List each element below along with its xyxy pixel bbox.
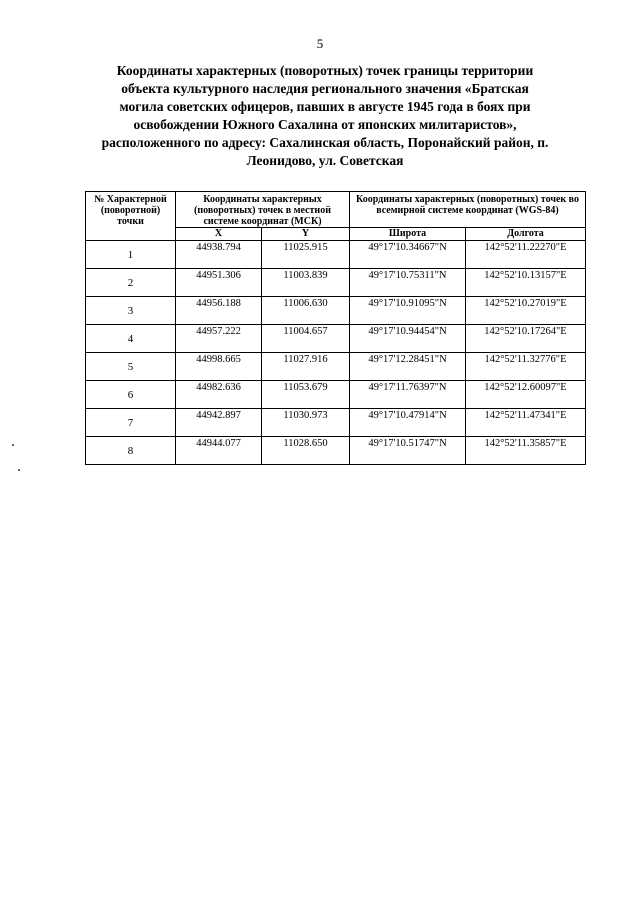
x-coordinate-cell: 44982.636: [176, 381, 262, 409]
title-line: расположенного по адресу: Сахалинская область, Поронайский район, п.: [101, 135, 549, 150]
table-header: [86, 192, 586, 241]
table-row: [86, 437, 586, 465]
longitude-cell: 142°52'12.60097"E: [466, 381, 586, 409]
coordinates-table: [85, 191, 586, 465]
latitude-cell: 49°17'11.76397"N: [350, 381, 466, 409]
header-longitude: Долгота: [466, 228, 586, 241]
header-x: X: [176, 228, 262, 241]
header-point-number: № Характерной (поворотной) точки: [86, 192, 176, 241]
table-row: [86, 381, 586, 409]
longitude-cell: 142°52'11.35857"E: [466, 437, 586, 465]
longitude-cell: 142°52'11.47341"E: [466, 409, 586, 437]
longitude-cell: 142°52'11.22270"E: [466, 241, 586, 269]
table-body: [86, 241, 586, 465]
page-number: 5: [316, 36, 324, 51]
longitude-cell: 142°52'10.17264"E: [466, 325, 586, 353]
table-row: [86, 409, 586, 437]
title-line: освобождении Южного Сахалина от японских милитаристов»,: [133, 117, 517, 132]
point-number-cell: 1: [86, 241, 176, 269]
latitude-cell: 49°17'10.51747"N: [350, 437, 466, 465]
latitude-cell: 49°17'10.94454"N: [350, 325, 466, 353]
point-number-cell: 5: [86, 353, 176, 381]
point-number-cell: 6: [86, 381, 176, 409]
longitude-cell: 142°52'11.32776"E: [466, 353, 586, 381]
x-coordinate-cell: 44957.222: [176, 325, 262, 353]
header-latitude: Широта: [350, 228, 466, 241]
x-coordinate-cell: 44956.188: [176, 297, 262, 325]
table-row: [86, 269, 586, 297]
longitude-cell: 142°52'10.27019"E: [466, 297, 586, 325]
y-coordinate-cell: 11025.915: [262, 241, 350, 269]
y-coordinate-cell: 11027.916: [262, 353, 350, 381]
y-coordinate-cell: 11028.650: [262, 437, 350, 465]
header-world-system: Координаты характерных (поворотных) точек во всемирной системе координат (WGS-84): [350, 192, 586, 228]
document-title: [70, 62, 580, 170]
title-line: Леонидово, ул. Советская: [246, 153, 404, 168]
y-coordinate-cell: 11003.839: [262, 269, 350, 297]
x-coordinate-cell: 44942.897: [176, 409, 262, 437]
title-line: Координаты характерных (поворотных) точек границы территории: [116, 63, 534, 78]
x-coordinate-cell: 44951.306: [176, 269, 262, 297]
header-local-system: Координаты характерных (поворотных) точек в местной системе координат (МСК): [176, 192, 350, 228]
x-coordinate-cell: 44938.794: [176, 241, 262, 269]
y-coordinate-cell: 11004.657: [262, 325, 350, 353]
x-coordinate-cell: 44944.077: [176, 437, 262, 465]
latitude-cell: 49°17'10.75311"N: [350, 269, 466, 297]
point-number-cell: 3: [86, 297, 176, 325]
longitude-cell: 142°52'10.13157"E: [466, 269, 586, 297]
y-coordinate-cell: 11006.630: [262, 297, 350, 325]
point-number-cell: 2: [86, 269, 176, 297]
y-coordinate-cell: 11053.679: [262, 381, 350, 409]
latitude-cell: 49°17'10.34667"N: [350, 241, 466, 269]
latitude-cell: 49°17'10.47914"N: [350, 409, 466, 437]
title-line: объекта культурного наследия регионального значения «Братская: [121, 81, 529, 96]
title-line: могила советских офицеров, павших в августе 1945 года в боях при: [119, 99, 531, 114]
table-row: [86, 353, 586, 381]
scan-speck: [18, 469, 20, 471]
point-number-cell: 7: [86, 409, 176, 437]
point-number-cell: 4: [86, 325, 176, 353]
latitude-cell: 49°17'12.28451"N: [350, 353, 466, 381]
y-coordinate-cell: 11030.973: [262, 409, 350, 437]
point-number-cell: 8: [86, 437, 176, 465]
table-row: [86, 325, 586, 353]
latitude-cell: 49°17'10.91095"N: [350, 297, 466, 325]
table-row: [86, 297, 586, 325]
header-y: Y: [262, 228, 350, 241]
x-coordinate-cell: 44998.665: [176, 353, 262, 381]
table-row: [86, 241, 586, 269]
scan-speck: [12, 444, 14, 446]
